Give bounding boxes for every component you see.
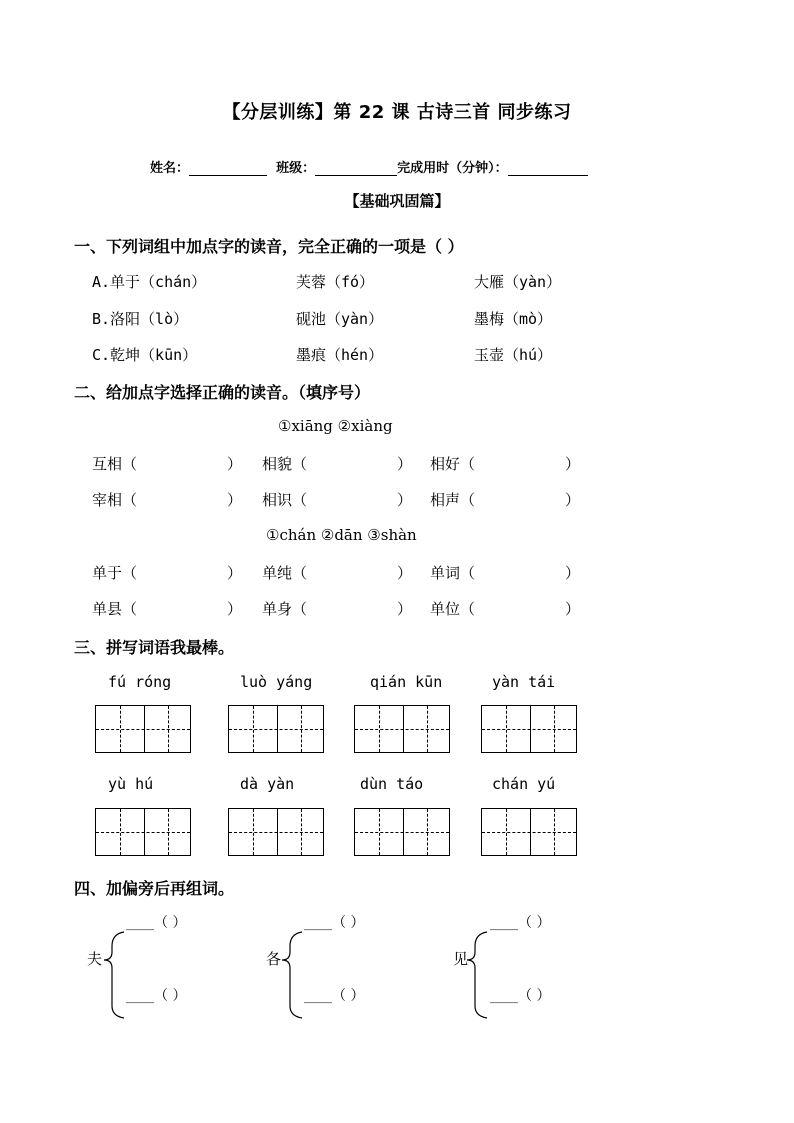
word-chanyu: 单于（ [92,564,138,582]
base-char-fu: 夫 [87,950,103,968]
word-huxiang: 互相（ [92,455,138,473]
pinyin-3: qián kūn [370,673,443,691]
option-b-2: 砚池（yàn） [296,310,384,328]
class-label: 班级： [276,161,316,176]
option-c-1: C.乾坤（kūn） [92,346,198,364]
answer-blank[interactable]: ____（ ） [490,915,551,931]
answer-blank[interactable]: ____（ ） [126,988,187,1004]
word-xiangsheng: 相声（ [430,491,476,509]
word-danshen: 单身（ [262,600,308,618]
word-xiangshi: 相识（ [262,491,308,509]
section4-title: 四、加偏旁后再组词。 [74,879,235,898]
option-c-2: 墨痕（hén） [296,346,384,364]
group2-options: ①chán ②dān ③shàn [266,526,417,544]
base-char-ge: 各 [266,950,282,968]
section2-title: 二、给加点字选择正确的读音。（填序号） [74,383,371,402]
word-danci: 单词（ [430,564,476,582]
word-xiangmao: 相貌（ [262,455,308,473]
page-title: 【分层训练】第 22 课 古诗三首 同步练习 [222,102,572,123]
option-a-3: 大雁（yàn） [474,273,562,291]
word-danchun: 单纯（ [262,564,308,582]
option-b-1: B.洛阳（lò） [92,310,189,328]
brace-icon [467,932,487,1018]
pinyin-5: yù hú [108,775,154,793]
name-label: 姓名： [150,161,190,176]
group1-options: ①xiāng ②xiàng [278,417,393,435]
pinyin-7: dùn táo [360,775,424,793]
word-xianghao: 相好（ [430,455,476,473]
option-b-3: 墨梅（mò） [474,310,553,328]
pinyin-4: yàn tái [492,673,556,691]
pinyin-1: fú róng [108,673,172,691]
word-shanxian: 单县（ [92,600,138,618]
base-char-jian: 见 [453,950,469,968]
option-c-3: 玉壶（hú） [474,346,553,364]
answer-blank[interactable]: ____（ ） [126,915,187,931]
option-a-1: A.单于（chán） [92,273,207,291]
section3-title: 三、拼写词语我最棒。 [74,638,235,657]
word-danwei: 单位（ [430,600,476,618]
pinyin-8: chán yú [492,775,556,793]
answer-blank[interactable]: ____（ ） [304,988,365,1004]
option-a-2: 芙蓉（fó） [296,273,375,291]
answer-blank[interactable]: ____（ ） [490,988,551,1004]
word-zaixiang: 宰相（ [92,491,138,509]
time-label: 完成用时（分钟）： [397,161,508,176]
section-subtitle: 【基础巩固篇】 [344,192,450,210]
pinyin-6: dà yàn [240,775,295,793]
pinyin-2: luò yáng [240,673,313,691]
answer-blank[interactable]: ____（ ） [304,915,365,931]
brace-icon [282,932,302,1018]
section1-title: 一、下列词组中加点字的读音，完全正确的一项是（ ） [74,237,464,256]
brace-icon [104,932,124,1018]
